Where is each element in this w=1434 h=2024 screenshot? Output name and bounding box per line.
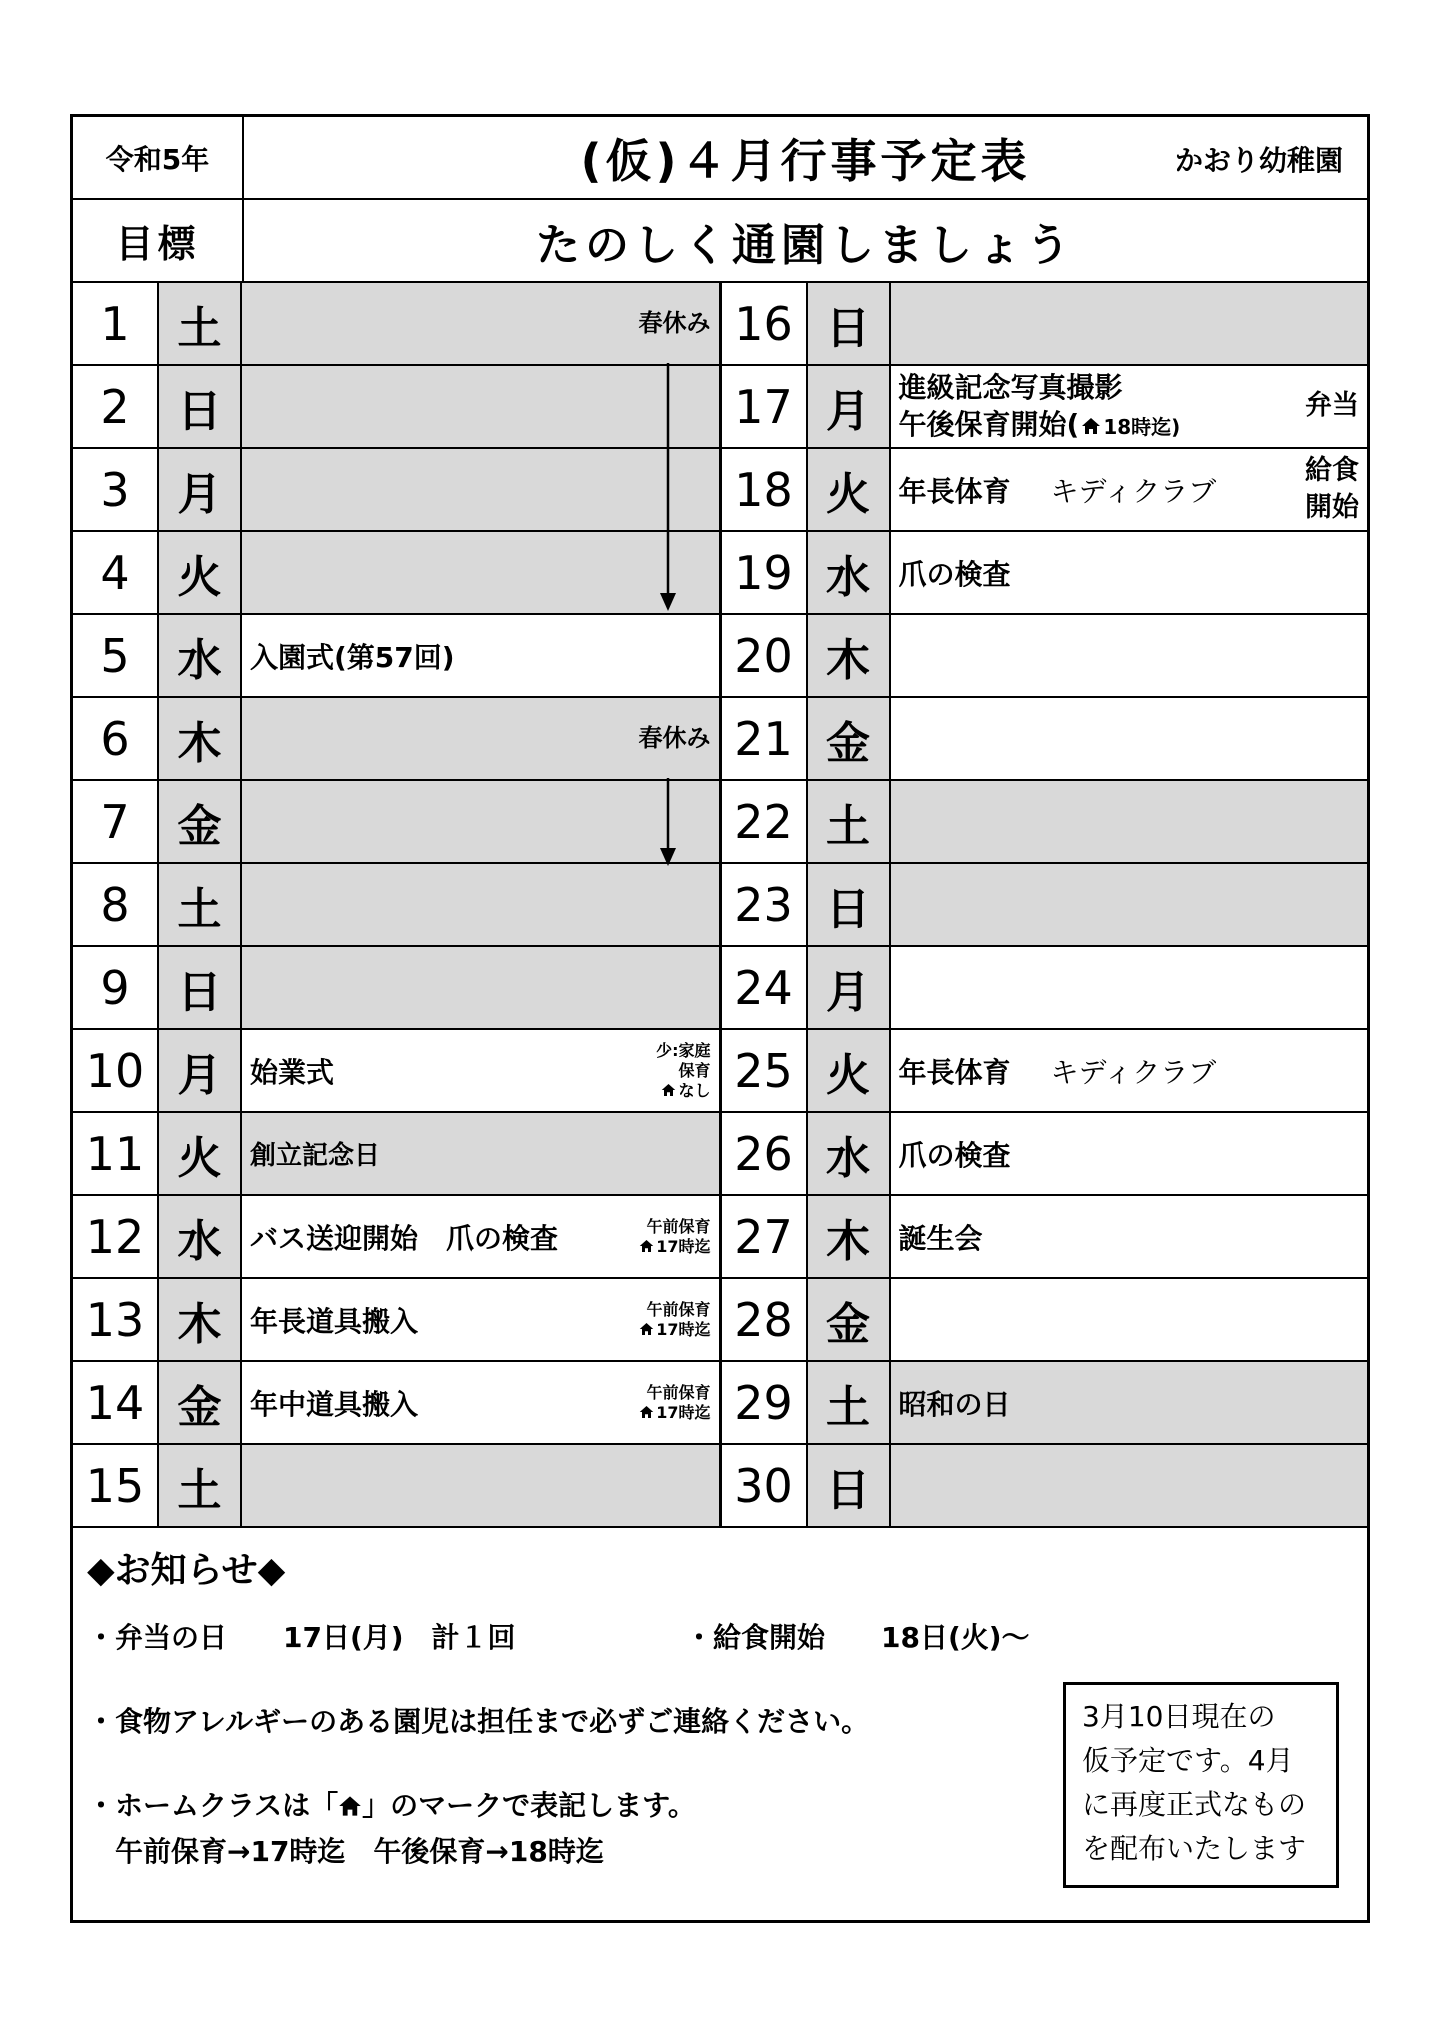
event-cell xyxy=(242,1030,722,1111)
calendar-row xyxy=(73,698,1367,781)
day-number: 30 xyxy=(722,1445,808,1526)
lunch-start-notice: ・給食開始 18日(火)〜 xyxy=(685,1621,1030,1654)
calendar-row xyxy=(73,1445,1367,1528)
title-row xyxy=(73,117,1367,200)
morning-care-note xyxy=(639,1196,710,1277)
event-cell xyxy=(891,1362,1368,1443)
day-of-week: 金 xyxy=(159,781,242,862)
calendar-row xyxy=(73,366,1367,449)
morning-care-note xyxy=(639,1279,710,1360)
event-cell xyxy=(242,366,722,447)
event-cell xyxy=(891,947,1368,1028)
day-of-week: 木 xyxy=(159,1279,242,1360)
home-icon xyxy=(661,1083,676,1097)
note-line-1: 午前保育 xyxy=(646,1299,711,1319)
event-text: バス送迎開始 爪の検査 xyxy=(250,1221,559,1255)
school-name: かおり幼稚園 xyxy=(1174,144,1343,177)
event-cell xyxy=(242,532,722,613)
day-number: 4 xyxy=(73,532,159,613)
day-of-week: 水 xyxy=(808,532,891,613)
calendar-row xyxy=(73,864,1367,947)
memo-line: を配布いたします xyxy=(1082,1832,1307,1865)
day-number: 18 xyxy=(722,449,808,530)
home-class-notice-a: ・ホームクラスは「 xyxy=(87,1789,339,1822)
event-cell xyxy=(242,1196,722,1277)
bento-day-notice: ・弁当の日 17日(月) 計１回 xyxy=(87,1621,516,1654)
calendar-row xyxy=(73,947,1367,1030)
event-text: 年長体育 xyxy=(898,474,1011,508)
lunch-note-line-2: 開始 xyxy=(1305,491,1359,523)
event-text: 年中道具搬入 xyxy=(250,1387,419,1421)
day-of-week: 金 xyxy=(808,698,891,779)
note-line-2: 保育 xyxy=(678,1060,711,1080)
event-cell xyxy=(891,615,1368,696)
day-of-week: 水 xyxy=(808,1113,891,1194)
note-line-2-text: 17時迄 xyxy=(656,1319,711,1339)
day-of-week: 土 xyxy=(159,283,242,364)
day-of-week: 木 xyxy=(808,615,891,696)
calendar-row xyxy=(73,283,1367,366)
spring-break-label: 春休み xyxy=(638,724,711,752)
home-icon xyxy=(639,1405,654,1419)
day-of-week: 金 xyxy=(159,1362,242,1443)
day-of-week: 日 xyxy=(159,947,242,1028)
calendar-grid xyxy=(73,283,1367,1528)
day-number: 15 xyxy=(73,1445,159,1526)
day-number: 10 xyxy=(73,1030,159,1111)
day-number: 25 xyxy=(722,1030,808,1111)
spring-break-arrow xyxy=(658,363,678,613)
event-cell xyxy=(891,781,1368,862)
spring-break-arrow xyxy=(658,778,678,868)
day-of-week: 土 xyxy=(808,781,891,862)
notices-heading: ◆お知らせ◆ xyxy=(87,1550,286,1591)
event-cell xyxy=(242,283,722,364)
home-class-notice xyxy=(87,1784,696,1824)
event-text: 入園式(第57回) xyxy=(250,640,455,674)
note-line-2 xyxy=(639,1237,710,1257)
event-text: 始業式 xyxy=(250,1055,335,1089)
home-icon xyxy=(338,1795,362,1817)
day-number: 21 xyxy=(722,698,808,779)
day-number: 2 xyxy=(73,366,159,447)
event-cell xyxy=(891,1113,1368,1194)
day-number: 16 xyxy=(722,283,808,364)
day-number: 17 xyxy=(722,366,808,447)
title-cell xyxy=(244,117,1367,198)
day-number: 1 xyxy=(73,283,159,364)
schedule-sheet xyxy=(70,114,1370,1923)
event-cell xyxy=(891,1445,1368,1526)
event-text: 昭和の日 xyxy=(898,1387,1011,1421)
event-cell xyxy=(891,1030,1368,1111)
day-number: 19 xyxy=(722,532,808,613)
day-of-week: 月 xyxy=(808,947,891,1028)
event-cell xyxy=(242,449,722,530)
event-cell xyxy=(242,781,722,862)
event-cell xyxy=(242,615,722,696)
event-cell xyxy=(891,1196,1368,1277)
event-text: 年長体育 xyxy=(898,1055,1011,1089)
day-of-week: 月 xyxy=(159,449,242,530)
day-of-week: 日 xyxy=(159,366,242,447)
day-number: 28 xyxy=(722,1279,808,1360)
note-line-2 xyxy=(639,1403,710,1423)
bento-note-text: 弁当 xyxy=(1305,390,1359,422)
bento-note xyxy=(1305,366,1359,447)
day-number: 23 xyxy=(722,864,808,945)
calendar-row xyxy=(73,781,1367,864)
calendar-row xyxy=(73,1362,1367,1445)
event-sub-text: キディクラブ xyxy=(1050,474,1217,508)
day-of-week: 水 xyxy=(159,1196,242,1277)
day-of-week: 火 xyxy=(808,449,891,530)
day-number: 13 xyxy=(73,1279,159,1360)
day-number: 3 xyxy=(73,449,159,530)
event-cell xyxy=(891,864,1368,945)
home-icon xyxy=(639,1322,654,1336)
event-cell xyxy=(242,1113,722,1194)
spring-break-label: 春休み xyxy=(638,309,711,337)
notices-section xyxy=(73,1528,1367,1920)
home-icon xyxy=(1081,417,1101,435)
lunch-start-note xyxy=(1305,449,1359,530)
calendar-row xyxy=(73,615,1367,698)
day-of-week: 木 xyxy=(808,1196,891,1277)
event-cell xyxy=(242,947,722,1028)
event-text: 年長道具搬入 xyxy=(250,1304,419,1338)
event-cell xyxy=(242,698,722,779)
note-line-1: 少:家庭 xyxy=(656,1040,711,1060)
day-of-week: 火 xyxy=(159,1113,242,1194)
event-cell xyxy=(891,366,1368,447)
event-cell xyxy=(242,1362,722,1443)
care-hours-notice: 午前保育→17時迄 午後保育→18時迄 xyxy=(115,1835,604,1868)
day-number: 14 xyxy=(73,1362,159,1443)
day-of-week: 月 xyxy=(808,366,891,447)
note-line-3-text: なし xyxy=(678,1080,711,1100)
home-icon xyxy=(639,1239,654,1253)
goal-label: 目標 xyxy=(73,200,244,281)
memo-line: 仮予定です。4月 xyxy=(1082,1744,1294,1777)
calendar-row xyxy=(73,1113,1367,1196)
provisional-memo-box xyxy=(1063,1682,1339,1888)
day-of-week: 日 xyxy=(808,864,891,945)
event-line-2a: 午後保育開始( xyxy=(898,407,1080,441)
event-text: 爪の検査 xyxy=(898,1138,1011,1172)
note-line-3 xyxy=(661,1081,710,1101)
childcare-note xyxy=(656,1030,710,1111)
allergy-notice: ・食物アレルギーのある園児は担任まで必ずご連絡ください。 xyxy=(87,1705,870,1738)
page-title: (仮)４月行事予定表 xyxy=(580,133,1031,188)
day-number: 7 xyxy=(73,781,159,862)
note-line-1: 午前保育 xyxy=(646,1382,711,1402)
morning-care-note xyxy=(639,1362,710,1443)
day-number: 8 xyxy=(73,864,159,945)
event-cell xyxy=(891,283,1368,364)
day-of-week: 火 xyxy=(808,1030,891,1111)
home-class-notice-b: 」のマークで表記します。 xyxy=(362,1789,696,1822)
event-text xyxy=(899,370,1181,443)
event-cell xyxy=(242,1279,722,1360)
day-of-week: 木 xyxy=(159,698,242,779)
goal-row xyxy=(73,200,1367,283)
day-number: 20 xyxy=(722,615,808,696)
event-cell xyxy=(891,532,1368,613)
day-number: 22 xyxy=(722,781,808,862)
day-number: 5 xyxy=(73,615,159,696)
day-of-week: 月 xyxy=(159,1030,242,1111)
event-line-2b: 18時迄) xyxy=(1103,414,1181,439)
day-of-week: 水 xyxy=(159,615,242,696)
day-of-week: 土 xyxy=(159,1445,242,1526)
day-of-week: 火 xyxy=(159,532,242,613)
calendar-row xyxy=(73,1196,1367,1279)
note-line-2-text: 17時迄 xyxy=(656,1402,711,1422)
event-cell xyxy=(891,1279,1368,1360)
note-line-2 xyxy=(639,1320,710,1340)
day-number: 12 xyxy=(73,1196,159,1277)
day-number: 24 xyxy=(722,947,808,1028)
memo-line: 3月10日現在の xyxy=(1082,1700,1276,1733)
day-of-week: 日 xyxy=(808,1445,891,1526)
event-cell xyxy=(242,864,722,945)
day-of-week: 日 xyxy=(808,283,891,364)
day-number: 27 xyxy=(722,1196,808,1277)
note-line-2-text: 17時迄 xyxy=(656,1236,711,1256)
calendar-row xyxy=(73,532,1367,615)
event-line-2 xyxy=(899,407,1181,443)
day-number: 9 xyxy=(73,947,159,1028)
event-cell xyxy=(242,1445,722,1526)
goal-text: たのしく通園しましょう xyxy=(536,219,1075,271)
calendar-row xyxy=(73,1030,1367,1113)
note-line-1: 午前保育 xyxy=(646,1216,711,1236)
event-cell xyxy=(891,698,1368,779)
day-number: 6 xyxy=(73,698,159,779)
day-of-week: 土 xyxy=(159,864,242,945)
event-line-1: 進級記念写真撮影 xyxy=(898,371,1123,405)
day-of-week: 金 xyxy=(808,1279,891,1360)
event-text: 創立記念日 xyxy=(250,1141,381,1171)
day-number: 29 xyxy=(722,1362,808,1443)
day-of-week: 土 xyxy=(808,1362,891,1443)
lunch-note-line-1: 給食 xyxy=(1305,455,1359,487)
memo-line: に再度正式なもの xyxy=(1082,1788,1307,1821)
era-label: 令和5年 xyxy=(73,117,244,198)
event-text: 誕生会 xyxy=(898,1221,983,1255)
event-sub-text: キディクラブ xyxy=(1050,1055,1217,1089)
day-number: 26 xyxy=(722,1113,808,1194)
event-cell xyxy=(891,449,1368,530)
event-text: 爪の検査 xyxy=(898,557,1011,591)
calendar-row xyxy=(73,1279,1367,1362)
day-number: 11 xyxy=(73,1113,159,1194)
calendar-row xyxy=(73,449,1367,532)
